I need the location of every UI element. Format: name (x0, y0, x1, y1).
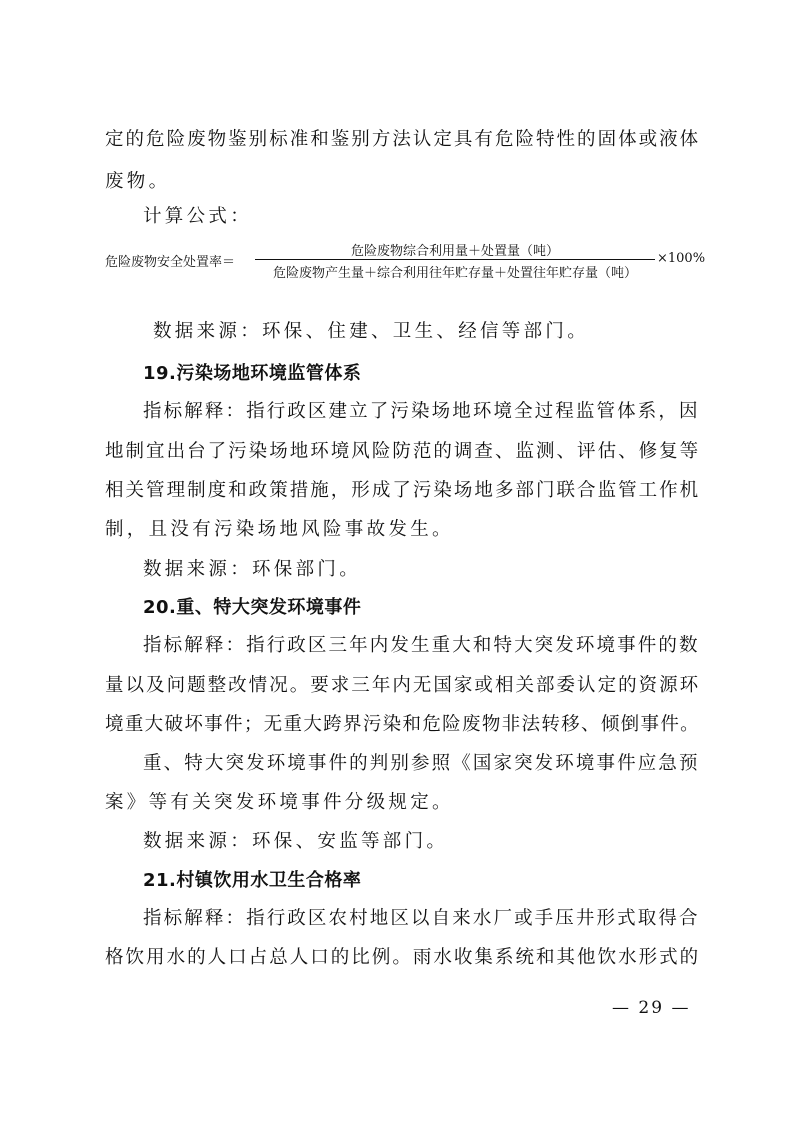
text-line: 计算公式： (143, 206, 253, 227)
text-line: 指标解释：指行政区建立了污染场地环境全过程监管体系，因 (143, 401, 700, 422)
text-line: 案》等有关突发环境事件分级规定。 (105, 792, 454, 813)
section-heading-19: 19.污染场地环境监管体系 (143, 363, 362, 384)
formula-denominator: 危险废物产生量＋综合利用往年贮存量＋处置往年贮存量（吨） (272, 266, 637, 281)
section-heading-21: 21.村镇饮用水卫生合格率 (143, 870, 362, 891)
text-line: 指标解释：指行政区三年内发生重大和特大突发环境事件的数 (143, 635, 700, 656)
section-heading-20: 20.重、特大突发环境事件 (143, 597, 362, 618)
text-line: 地制宜出台了污染场地环境风险防范的调查、监测、评估、修复等 (105, 441, 701, 462)
text-line: 数据来源：环保部门。 (143, 559, 362, 580)
text-line: 数据来源：环保、安监等部门。 (143, 831, 449, 852)
formula (105, 240, 705, 284)
text-line: 境重大破坏事件；无重大跨界污染和危险废物非法转移、倾倒事件。 (105, 714, 701, 735)
text-line: 定的危险废物鉴别标准和鉴别方法认定具有危险特性的固体或液体 (105, 129, 701, 150)
text-line: 数据来源：环保、住建、卫生、经信等部门。 (153, 321, 590, 342)
text-line: 指标解释：指行政区农村地区以自来水厂或手压井形式取得合 (143, 908, 700, 929)
text-line: 量以及问题整改情况。要求三年内无国家或相关部委认定的资源环 (105, 675, 701, 696)
text-line: 格饮用水的人口占总人口的比例。雨水收集系统和其他饮水形式的 (105, 947, 701, 968)
formula-rhs: ×100% (657, 251, 706, 266)
formula-lhs: 危险废物安全处置率＝ (105, 255, 236, 270)
text-line: 制，且没有污染场地风险事故发生。 (105, 519, 454, 540)
text-line: 重、特大突发环境事件的判别参照《国家突发环境事件应急预 (143, 753, 700, 774)
page-number: — 29 — (612, 998, 691, 1018)
formula-numerator: 危险废物综合利用量＋处置量（吨） (350, 244, 559, 259)
text-line: 相关管理制度和政策措施，形成了污染场地多部门联合监管工作机 (105, 480, 701, 501)
fraction-bar (255, 259, 655, 260)
text-line: 废物。 (105, 171, 171, 192)
